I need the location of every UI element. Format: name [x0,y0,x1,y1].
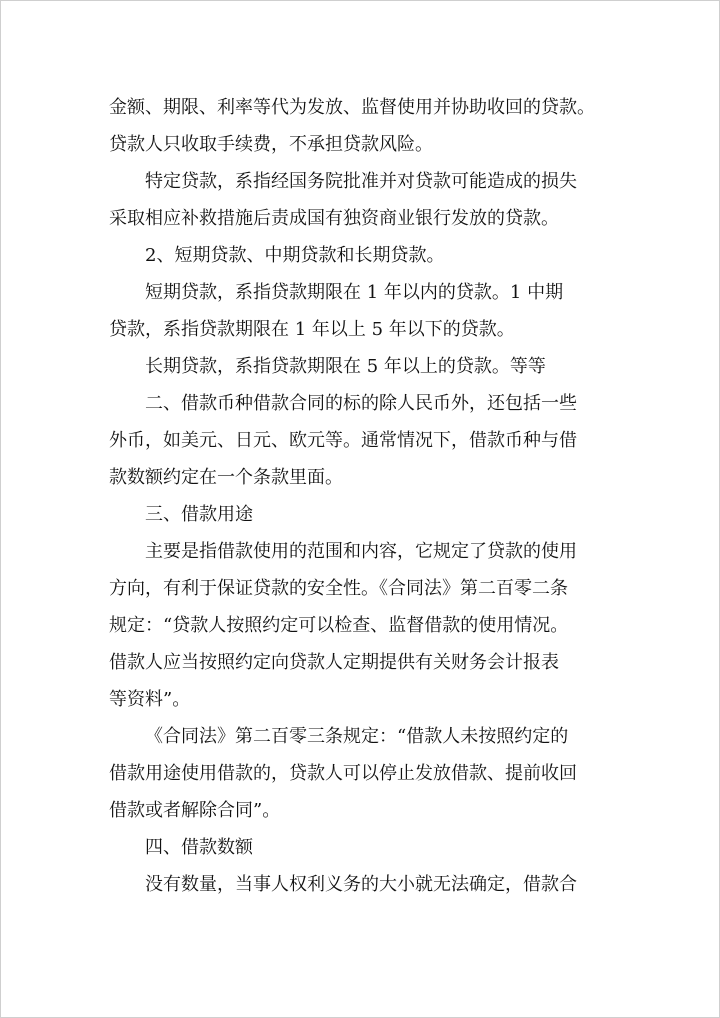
text-line: 规定：“贷款人按照约定可以检查、监督借款的使用情况。 [109,615,569,636]
paragraph-start-line: 主要是指借款使用的范围和内容，它规定了贷款的使用 [145,541,577,562]
section-heading-currency: 二、借款币种借款合同的标的除人民币外，还包括一些 [145,393,577,414]
text-line: 款数额约定在一个条款里面。 [109,467,343,488]
list-item-heading: 2、短期贷款、中期贷款和长期贷款。 [145,245,445,266]
paragraph-start-line: 没有数量，当事人权利义务的大小就无法确定，借款合 [145,874,577,895]
section-heading-purpose: 三、借款用途 [145,504,253,525]
text-line: 外币，如美元、日元、欧元等。通常情况下，借款币种与借 [109,430,577,451]
paragraph-start-line: 短期贷款，系指贷款期限在 1 年以内的贷款。1 中期 [145,282,564,303]
text-line: 金额、期限、利率等代为发放、监督使用并协助收回的贷款。 [109,97,595,118]
text-line: 方向，有利于保证贷款的安全性。《合同法》第二百零二条 [109,578,568,599]
text-line: 采取相应补救措施后责成国有独资商业银行发放的贷款。 [109,208,559,229]
section-heading-amount: 四、借款数额 [145,837,253,858]
text-line: 借款或者解除合同”。 [109,800,281,821]
text-line: 贷款，系指贷款期限在 1 年以上 5 年以下的贷款。 [109,319,515,340]
paragraph-start-line: 《合同法》第二百零三条规定：“借款人未按照约定的 [145,726,569,747]
paragraph-start-line: 特定贷款，系指经国务院批准并对贷款可能造成的损失 [145,171,577,192]
document-body [109,89,615,903]
paragraph-start-line: 长期贷款，系指贷款期限在 5 年以上的贷款。等等 [145,356,546,377]
text-line: 贷款人只收取手续费，不承担贷款风险。 [109,134,433,155]
text-line: 借款用途使用借款的，贷款人可以停止发放借款、提前收回 [109,763,577,784]
text-line: 等资料”。 [109,689,191,710]
text-line: 借款人应当按照约定向贷款人定期提供有关财务会计报表 [109,652,559,673]
